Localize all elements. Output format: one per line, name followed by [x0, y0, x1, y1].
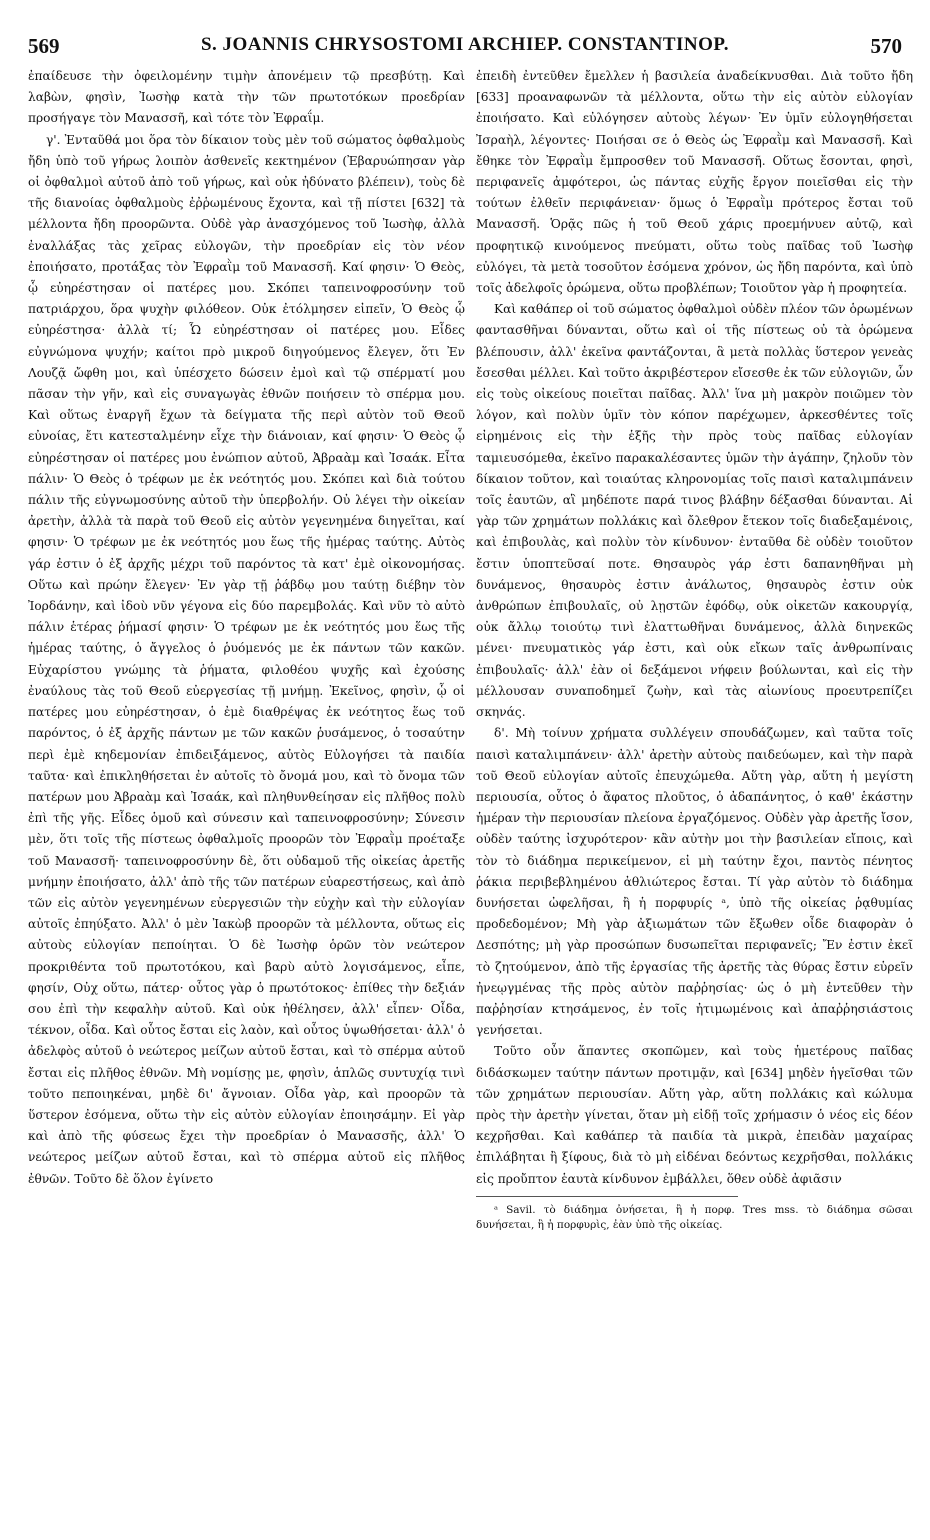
paragraph: γ'. Ἐνταῦθά μοι ὅρα τὸν δίκαιον τοὺς μὲν τοῦ σώματος ὀφθαλμοὺς ἤδη ὑπὸ τοῦ γήρως λοιπὸν ἀσθενεῖς κεκτημένον (Ἐβαρυώπησαν γὰρ οἱ ὀφθαλμοὶ αὐτοῦ ἀπὸ τοῦ γήρως, καὶ οὐκ ἠδύνατο βλέπειν), τοὺς δὲ τῆς διανοίας ὀφθαλμοὺς ἐῤῥωμένους ἔχοντα, καὶ τῇ πίστει [632] τὰ μέλλοντα ἤδη προορῶντα. Οὐδὲ γὰρ ἀνασχόμενος τοῦ Ἰωσὴφ, ἀλλὰ ἐναλλάξας τὰς χεῖρας εὐλογῶν, τὴν προεδρίαν εἰς τὸν νέον ἐποιήσατο, προτάξας τὸν Ἐφραῒμ τοῦ Μανασσῆ. Καί φησιν· Ὁ Θεὸς, ᾧ εὐηρέστησαν οἱ πατέρες μου. Σκόπει ταπεινοφροσύνην τοῦ πατριάρχου, ὅρα ψυχὴν φιλόθεον. Οὐκ ἐτόλμησεν εἰπεῖν, Ὁ Θεὸς ᾧ εὐηρέστησα· ἀλλὰ τί; Ὧ εὐηρέστησαν οἱ πατέρες μου. Εἶδες εὐγνώμονα ψυχήν; καίτοι πρὸ μικροῦ διηγούμενος ἔλεγεν, ὅτι Ἐν Λουζᾷ ὤφθη μοι, καὶ ὑπέσχετο δώσειν ἐμοὶ καὶ τῷ σπέρματί μου πᾶσαν τὴν γῆν, καὶ εἰς συναγωγὰς ἐθνῶν ποιήσειν τὸ σπέρμα μου. Καὶ οὕτως ἐναργῆ ἔχων τὰ δείγματα τῆς περὶ αὐτὸν τοῦ Θεοῦ εὐνοίας, ἔτι κατεσταλμένην εἶχε τὴν διάνοιαν, καί φησιν· Ὁ Θεὸς ᾧ εὐηρέστησαν οἱ πατέρες μου ἐνώπιον αὐτοῦ, Ἀβραὰμ καὶ Ἰσαάκ. Εἶτα πάλιν· Ὁ Θεὸς ὁ τρέφων με ἐκ νεότητός μου. Σκόπει καὶ διὰ τούτου πάλιν τῆς εὐγνωμοσύνης αὐτοῦ τὴν ὑπερβολήν. Οὐ λέγει τὴν οἰκείαν ἀρετὴν, ἀλλὰ τὰ παρὰ τοῦ Θεοῦ εἰς αὐτὸν γεγενημένα διηγεῖται, καί φησιν· Ὁ τρέφων με ἐκ νεότητός μου ἕως τῆς ἡμέρας ταύτης. Αὐτὸς γάρ ἐστιν ὁ ἐξ ἀρχῆς μέχρι τοῦ παρόντος τὰ κατ' ἐμὲ οἰκονομήσας. Οὕτω καὶ πρώην ἔλεγεν· Ἐν γὰρ τῇ ῥάβδῳ μου ταύτῃ διέβην τὸν Ἰορδάνην, καὶ ἰδοὺ νῦν γέγονα εἰς δύο παρεμβολάς. Καὶ νῦν τὸ αὐτὸ πάλιν ἑτέρας ῥήμασί φησιν· Ὁ τρέφων με ἐκ νεότητός μου ἕως τῆς ἡμέρας ταύτης, ὁ ἄγγελος ὁ ῥυόμενός με ἐκ πάντων τῶν κακῶν. Εὐχαρίστου γνώμης τὰ ῥήματα, φιλοθέου ψυχῆς καὶ ἐχούσης ἐναύλους τὰς τοῦ Θεοῦ εὐεργεσίας τῇ μνήμῃ. Ἐκεῖνος, φησὶν, ᾧ οἱ πατέρες μου εὐηρέστησαν, ὁ ἐμὲ διαθρέψας ἐκ νεότητος ἕως τοῦ παρόντος, ὁ ἐξ ἀρχῆς πάντων με τῶν κακῶν ῥυσάμενος, ὁ τοσαύτην περὶ ἐμὲ κηδεμονίαν ἐπιδειξάμενος, αὐτὸς Εὐλογήσει τὰ παιδία ταῦτα· καὶ ἐπικληθήσεται ἐν αὐτοῖς τὸ ὄνομά μου, καὶ τὸ ὄνομα τῶν πατέρων μου Ἀβραὰμ καὶ Ἰσαάκ, καὶ πληθυνθείησαν εἰς πλῆθος πολὺ ἐπὶ τῆς γῆς. Εἶδες ὁμοῦ καὶ σύνεσιν καὶ ταπεινοφροσύνην; Σύνεσιν μὲν, ὅτι τοῖς τῆς πίστεως ὀφθαλμοῖς προορῶν τὸν Ἐφραῒμ προέταξε τοῦ Μανασσῆ· ταπεινοφροσύνην δὲ, ὅτι οὐδαμοῦ τῆς οἰκείας ἀρετῆς μνήμην ἐποιήσατο, ἀλλ' ἀπὸ τῆς τῶν πατέρων εὐαρεστήσεως, καὶ ἀπὸ τῶν εἰς αὐτὸν γεγενημένων εὐεργεσιῶν τὴν εὐχὴν καὶ τὴν εὐλογίαν αὐτοῖς ἐπηύξατο. Ἀλλ' ὁ μὲν Ἰακὼβ προορῶν τὰ μέλλοντα, οὕτως εἰς αὐτοὺς εὐλογίαν πεποίηται. Ὁ δὲ Ἰωσὴφ ὁρῶν τὸν νεώτερον προκριθέντα τοῦ πρωτοτόκου, καὶ βαρὺ αὐτὸ λογισάμενος, εἶπε, φησίν, Οὐχ οὕτω, πάτερ· οὗτος γὰρ ὁ πρωτότοκος· ἐπίθες τὴν δεξιάν σου ἐπὶ τὴν κεφαλὴν αὐτοῦ. Καὶ οὐκ ἠθέλησεν, ἀλλ' εἶπεν· Οἶδα, τέκνον, οἶδα. Καὶ οὗτος ἔσται εἰς λαὸν, καὶ οὗτος ὑψωθήσεται· ἀλλ' ὁ ἀδελφὸς αὐτοῦ ὁ νεώτερος μείζων αὐτοῦ ἔσται, καὶ τὸ σπέρμα αὐτοῦ ἔσται εἰς πλῆθος ἐθνῶν. Μὴ νομίσῃς με, φησὶν, ἁπλῶς συντυχίᾳ τινὶ τοῦτο πεποιηκέναι, μηδὲ δι' ἄγνοιαν. Οἶδα γὰρ, καὶ προορῶν τὰ ὕστερον ἐσόμενα, οὕτω τὴν εἰς αὐτὸν εὐλογίαν ἐποιησάμην. Εἰ γὰρ καὶ ἀπὸ τῆς φύσεως ἔχει τὴν προεδρίαν ὁ Μανασσῆς, ἀλλ' Ὁ νεώτερος μείζων αὐτοῦ ἔσται, καὶ τὸ σπέρμα αὐτοῦ εἰς πλῆθος ἐθνῶν. Τοῦτο δὲ ὅλον ἐγίνετο — [28, 132, 465, 1186]
page-number-right: 570 — [870, 34, 902, 58]
right-column — [476, 66, 913, 1526]
page-number-left: 569 — [28, 34, 60, 58]
paragraph: ἐπαίδευσε τὴν ὀφειλομένην τιμὴν ἀπονέμειν τῷ πρεσβύτῃ. Καὶ λαβὼν, φησὶν, Ἰωσὴφ κατὰ τὴν τῶν πρωτοτόκων προεδρίαν προσήγαγε τὸν Μανασσῆ, καὶ τότε τὸν Ἐφραΐμ. — [28, 69, 465, 126]
footnote-rule — [476, 1196, 738, 1203]
paragraph: δ'. Μὴ τοίνυν χρήματα συλλέγειν σπουδάζωμεν, καὶ ταῦτα τοῖς παισὶ καταλιμπάνειν· ἀλλ' ἀρετὴν αὐτοὺς παιδεύωμεν, καὶ τὴν παρὰ τοῦ Θεοῦ εὐλογίαν αὐτοῖς ἐπευχώμεθα. Αὕτη γὰρ, αὕτη ἡ μεγίστη περιουσία, οὗτος ὁ ἄφατος πλοῦτος, ὁ ἀδαπάνητος, ὁ καθ' ἑκάστην ἡμέραν τὴν περιουσίαν πλείονα ἐργαζόμενος. Οὐδὲν γὰρ ἀρετῆς ἴσον, οὐδὲν ταύτης ἰσχυρότερον· κἂν αὐτὴν μοι τὴν βασιλείαν εἴποις, καὶ τὸν τὸ διάδημα περικείμενον, εἰ μὴ ταύτην ἔχοι, παντὸς πένητος ῥάκια περιβεβλημένου ἀθλιώτερος ἔσται. Τί γὰρ αὐτὸν τὸ διάδημα δυνήσεται ὠφελῆσαι, ἢ ἡ πορφυρίς ᵃ, ὑπὸ τῆς οἰκείας ῥᾳθυμίας προδεδομένον; Μὴ γὰρ ἀξιωμάτων τῶν ἔξωθεν οἶδε διαφορὰν ὁ Δεσπότης; μὴ γὰρ προσώπων δυσωπεῖται περιφανεῖς; Ἔν ἐστιν ἐκεῖ τὸ ζητούμενον, ἀπὸ τῆς ἐργασίας τῆς ἀρετῆς τὰς θύρας ἔστιν εὑρεῖν ἠνεῳγμένας τῆς πρὸς αὐτὸν παῤῥησίας· ὡς ὁ μὴ ἐντεῦθεν τὴν παῤῥησίαν κτησάμενος, ἐν τοῖς ἠτιμωμένοις καὶ ἀπαῤῥησιάστοις γενήσεται. — [476, 726, 913, 1038]
paragraph: Τοῦτο οὖν ἅπαντες σκοπῶμεν, καὶ τοὺς ἡμετέρους παῖδας διδάσκωμεν ταύτην πάντων προτιμᾷν, καὶ [634] μηδὲν ἡγεῖσθαι τῶν τῶν χρημάτων περιουσίαν. Αὕτη γὰρ, αὕτη πολλάκις καὶ κώλυμα πρὸς τὴν ἀρετὴν γίνεται, ὅταν μὴ εἰδῇ τοῖς χρήμασιν ὁ νέος εἰς δέον κεχρῆσθαι. Καὶ καθάπερ τὰ παιδία τὰ μικρὰ, ἐπειδὰν μαχαίρας ἐπιλάβηται ἢ ξίφους, διὰ τὸ μὴ εἰδέναι δεόντως κεχρῆσθαι, πολλάκις εἰς προὔπτον ἑαυτὰ κίνδυνον ἐμβάλλει, ὅθεν οὐδὲ ἀφιᾶσιν — [476, 1044, 913, 1186]
paragraph: ἐπειδὴ ἐντεῦθεν ἔμελλεν ἡ βασιλεία ἀναδείκνυσθαι. Διὰ τοῦτο ἤδη [633] προαναφωνῶν τὰ μέλλοντα, οὕτω τὴν εἰς αὐτὸν εὐλογίαν ἐποιήσατο. Καὶ εὐλόγησεν αὐτοὺς λέγων· Ἐν ὑμῖν εὐλογηθήσεται Ἰσραὴλ, λέγοντες· Ποιήσαι σε ὁ Θεὸς ὡς Ἐφραῒμ καὶ Μανασσῆ. Καὶ ἔθηκε τὸν Ἐφραῒμ ἔμπροσθεν τοῦ Μανασσῆ. Οὕτως ἔσονται, φησὶ, περιφανεῖς ἀμφότεροι, ὡς πάντας εὐχῆς ἔργον ποιεῖσθαι εἰς τὴν τούτων ἐλθεῖν περιφάνειαν· ὅμως ὁ Ἐφραῒμ πρότερος ἔσται τοῦ Μανασσῆ. Ὁρᾷς πῶς ἡ τοῦ Θεοῦ χάρις προεμήνυεν αὐτῷ, καὶ προφητικῷ κινούμενος πνεύματι, οὕτω τοὺς παῖδας τοῦ Ἰωσὴφ εὐλόγει, τὰ μετὰ τοσοῦτον ἐσόμενα χρόνον, ὡς ἤδη παρόντα, καὶ ὑπὸ τοῖς ἀδελφοῖς ὁρώμενα, οὕτω προβλέπων; Τοιοῦτον γὰρ ἡ προφητεία. — [476, 69, 913, 296]
footnote: ᵃ Savil. τὸ διάδημα ὀνήσεται, ἢ ἡ πορφ. Tres mss. τὸ διάδημα σῶσαι δυνήσεται, ἢ ἡ πορφυρὶς, ἐὰν ὑπὸ τῆς οἰκείας. — [476, 1203, 913, 1231]
running-title: S. JOANNIS CHRYSOSTOMI ARCHIEP. CONSTANTINOP. — [200, 34, 730, 55]
paragraph: Καὶ καθάπερ οἱ τοῦ σώματος ὀφθαλμοὶ οὐδὲν πλέον τῶν ὁρωμένων φαντασθῆναι δύνανται, οὕτω καὶ οἱ τῆς πίστεως οὐ τὰ ὁρώμενα βλέπουσιν, ἀλλ' ἐκεῖνα φαντάζονται, ἃ μετὰ πολλὰς ὕστερον γενεὰς ἔσεσθαι μέλλει. Καὶ τοῦτο ἀκριβέστερον εἴσεσθε ἐκ τῶν εὐλογιῶν, ὧν εἰς τοὺς οἰκείους ποιεῖται παῖδας. Ἀλλ' ἵνα μὴ μακρὸν ποιῶμεν τὸν λόγον, καὶ πολὺν ὑμῖν τὸν κόπον παρέχωμεν, ἀρκεσθέντες τοῖς εἰρημένοις εἰς τὴν ἑξῆς τὴν πρὸς τοὺς παῖδας εὐλογίαν ταμιευσόμεθα, ἐκεῖνο παρακαλέσαντες ὑμῶν τὴν ἀγάπην, ζηλοῦν τὸν δίκαιον τοῦτον, καὶ τοιαύτας κληρονομίας τοῖς παισὶ καταλιμπάνειν τοῖς ἑαυτῶν, αἳ μηδέποτε παρά τινος βλάβην δέξασθαι δύνανται. Αἱ γὰρ τῶν χρημάτων πολλάκις καὶ ὄλεθρον ἔτεκον τοῖς διαδεξαμένοις, καὶ ἐπιβουλὰς, καὶ πολὺν τὸν κίνδυνον· ἐνταῦθα δὲ οὐδὲν τοιοῦτον ἔστιν ὑποπτεῦσαί ποτε. Θησαυρὸς γάρ ἐστι δαπανηθῆναι μὴ δυνάμενος, θησαυρὸς ἐστιν ἀνάλωτος, θησαυρὸς ἐστιν οὐκ ἀνθρώπων ἐπιβουλαῖς, οὐ λῃστῶν ἐφόδῳ, οὐκ οἰκετῶν κακουργίᾳ, οὐκ ἄλλῳ τοιούτῳ τινὶ ἐλαττωθῆναι δυνάμενος, ἀλλὰ διηνεκῶς μένει· πνευματικὸς γάρ ἐστι, καὶ οὐκ εἴκων ταῖς ἀνθρωπίναις ἐπιβουλαῖς· ἀλλ' ἐὰν οἱ δεξάμενοι νήφειν βούλωνται, καὶ εἰς τὴν μέλλουσαν συναποδημεῖ ζωὴν, καὶ τὰς αἰωνίους προευτρεπίζει σκηνάς. — [476, 302, 913, 720]
running-header — [28, 34, 902, 62]
left-column — [28, 66, 465, 1526]
